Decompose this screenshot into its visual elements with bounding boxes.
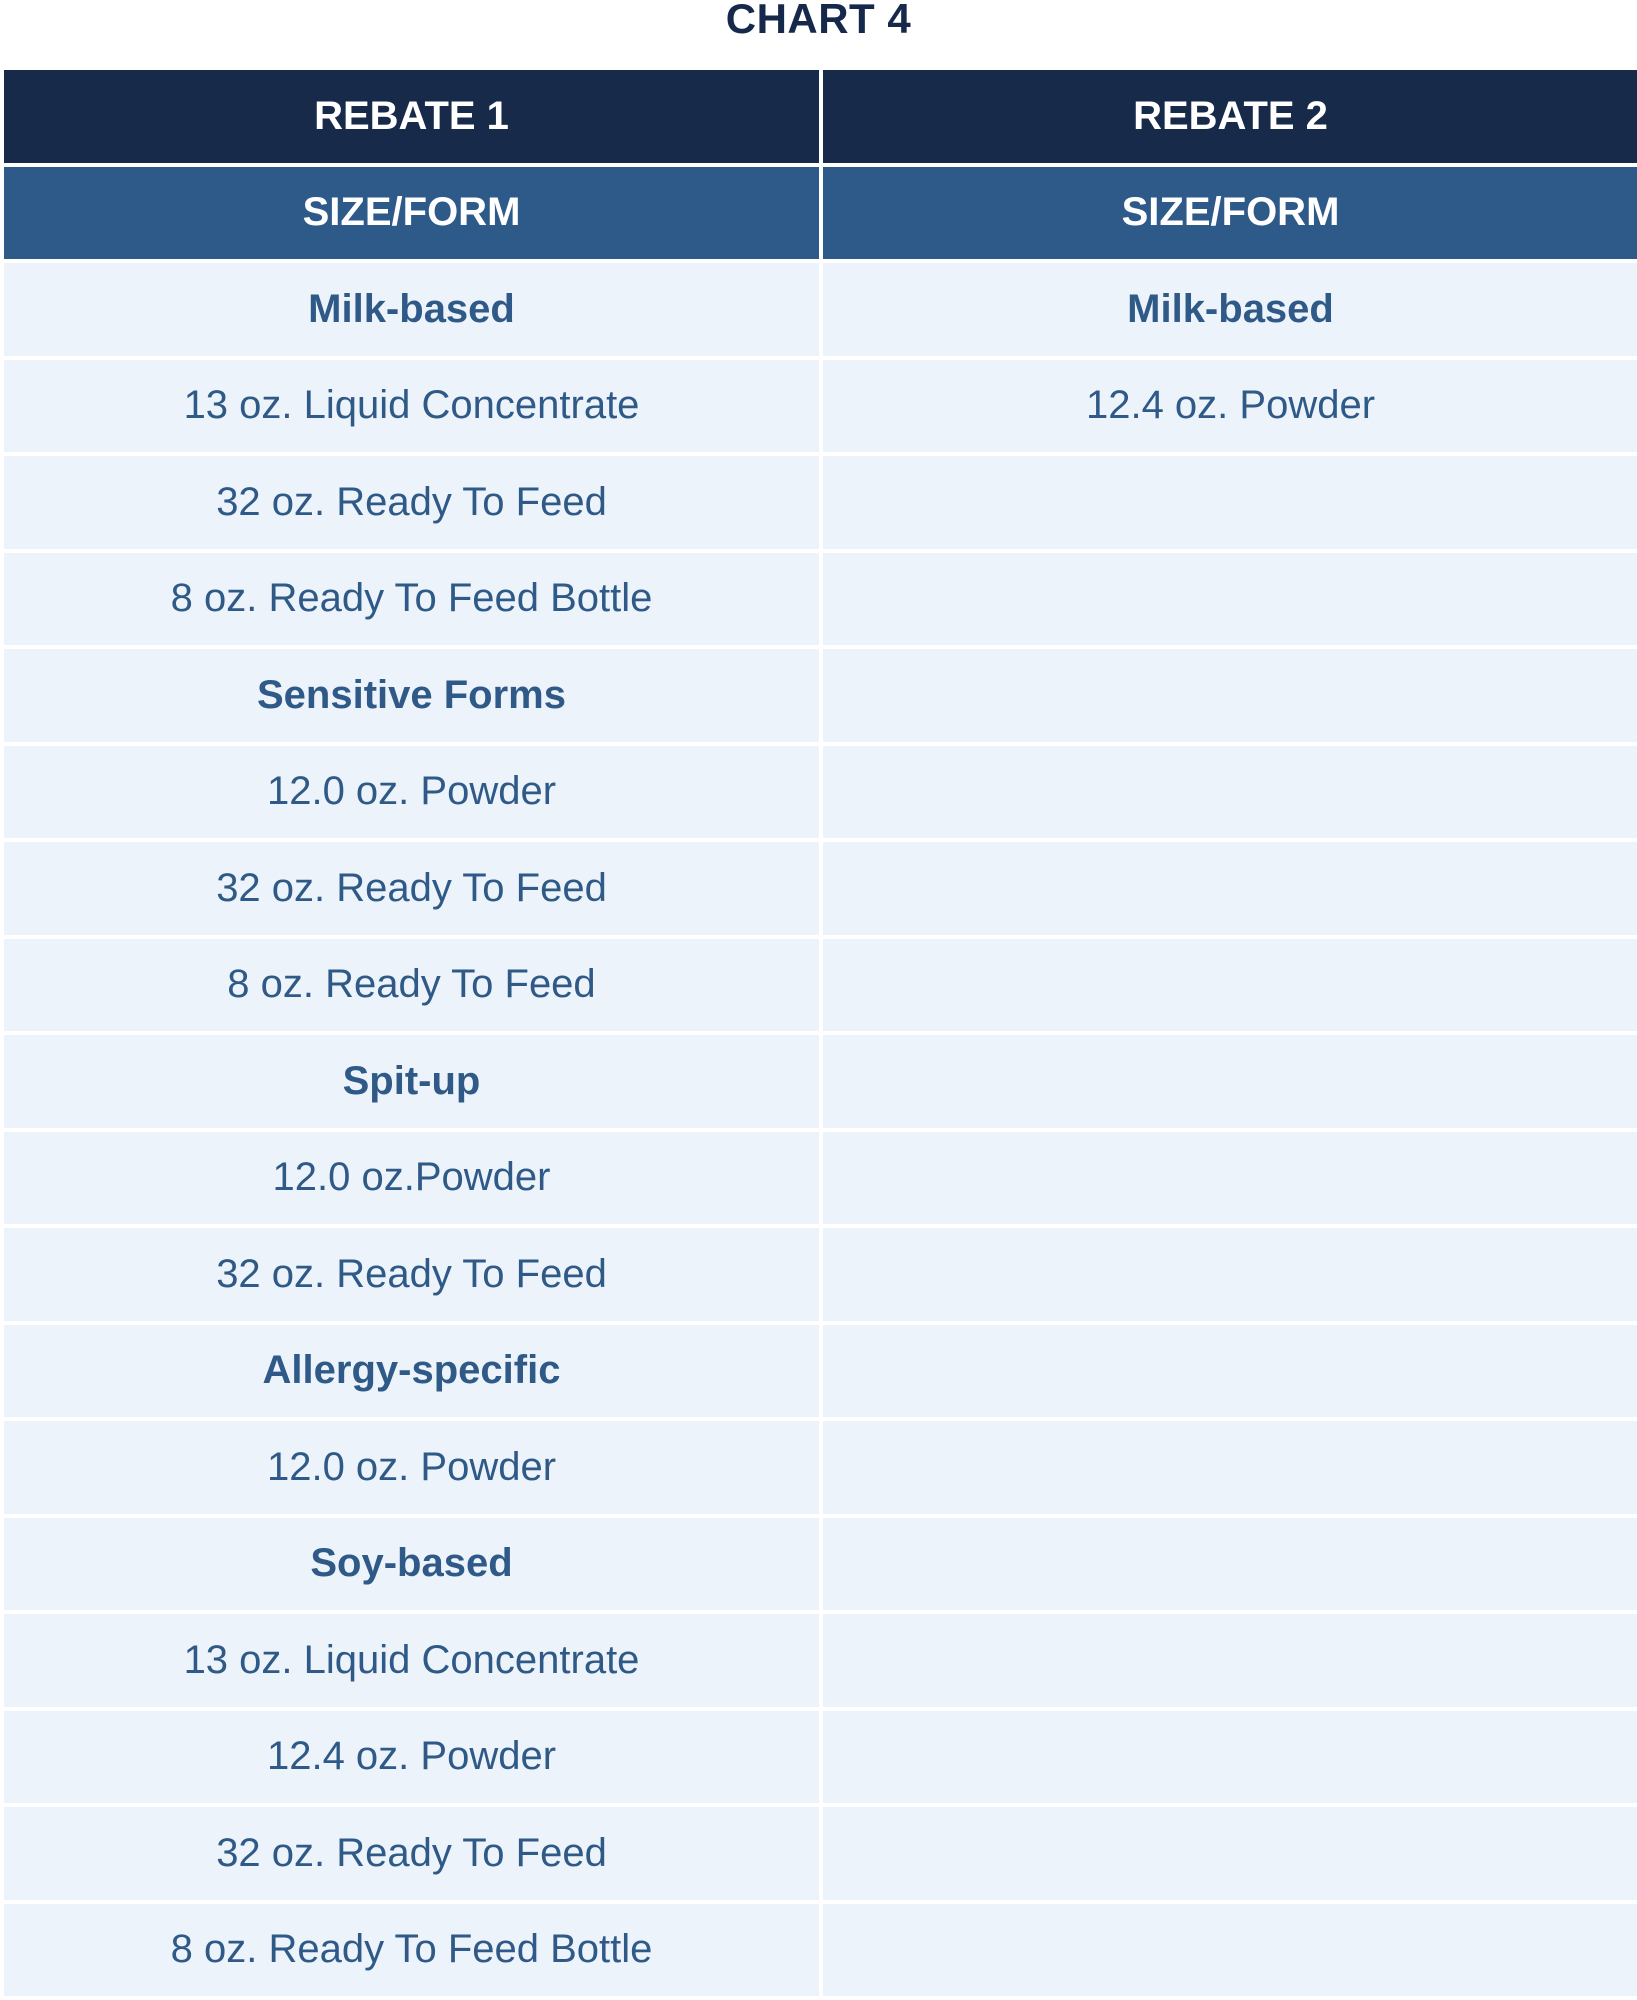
rebate-1-cell: 32 oz. Ready To Feed	[4, 1807, 819, 1900]
rebate-1-cell: Milk-based	[4, 263, 819, 356]
rebate-2-cell	[823, 1807, 1637, 1900]
subheader-size-form-2: SIZE/FORM	[823, 167, 1637, 260]
rebate-1-cell: Spit-up	[4, 1035, 819, 1128]
rebate-2-cell	[823, 1904, 1637, 1997]
rebate-2-cell: Milk-based	[823, 263, 1637, 356]
rebate-1-cell: 8 oz. Ready To Feed	[4, 939, 819, 1032]
rebate-2-cell	[823, 1518, 1637, 1611]
header-rebate-1: REBATE 1	[4, 70, 819, 163]
rebate-2-cell	[823, 1421, 1637, 1514]
rebate-1-cell: 8 oz. Ready To Feed Bottle	[4, 1904, 819, 1997]
rebate-1-cell: 32 oz. Ready To Feed	[4, 456, 819, 549]
subheader-size-form-1: SIZE/FORM	[4, 167, 819, 260]
rebate-2-cell	[823, 1228, 1637, 1321]
rebate-2-cell: 12.4 oz. Powder	[823, 360, 1637, 453]
rebate-2-cell	[823, 1132, 1637, 1225]
rebate-2-cell	[823, 842, 1637, 935]
rebate-2-cell	[823, 1711, 1637, 1804]
rebate-2-cell	[823, 649, 1637, 742]
rebate-1-cell: Allergy-specific	[4, 1325, 819, 1418]
rebate-2-cell	[823, 746, 1637, 839]
rebate-2-cell	[823, 456, 1637, 549]
rebate-2-cell	[823, 1325, 1637, 1418]
rebate-2-cell	[823, 939, 1637, 1032]
rebate-1-cell: 12.0 oz. Powder	[4, 1421, 819, 1514]
rebate-1-cell: 12.4 oz. Powder	[4, 1711, 819, 1804]
rebate-1-cell: 32 oz. Ready To Feed	[4, 1228, 819, 1321]
rebate-1-cell: Soy-based	[4, 1518, 819, 1611]
chart-title: CHART 4	[725, 0, 912, 42]
rebate-2-cell	[823, 1614, 1637, 1707]
rebate-1-cell: 12.0 oz.Powder	[4, 1132, 819, 1225]
rebate-table	[4, 70, 1637, 1996]
rebate-1-cell: 13 oz. Liquid Concentrate	[4, 1614, 819, 1707]
rebate-1-cell: Sensitive Forms	[4, 649, 819, 742]
rebate-1-cell: 32 oz. Ready To Feed	[4, 842, 819, 935]
rebate-2-cell	[823, 553, 1637, 646]
rebate-1-cell: 12.0 oz. Powder	[4, 746, 819, 839]
rebate-1-cell: 13 oz. Liquid Concentrate	[4, 360, 819, 453]
rebate-2-cell	[823, 1035, 1637, 1128]
rebate-1-cell: 8 oz. Ready To Feed Bottle	[4, 553, 819, 646]
header-rebate-2: REBATE 2	[823, 70, 1637, 163]
